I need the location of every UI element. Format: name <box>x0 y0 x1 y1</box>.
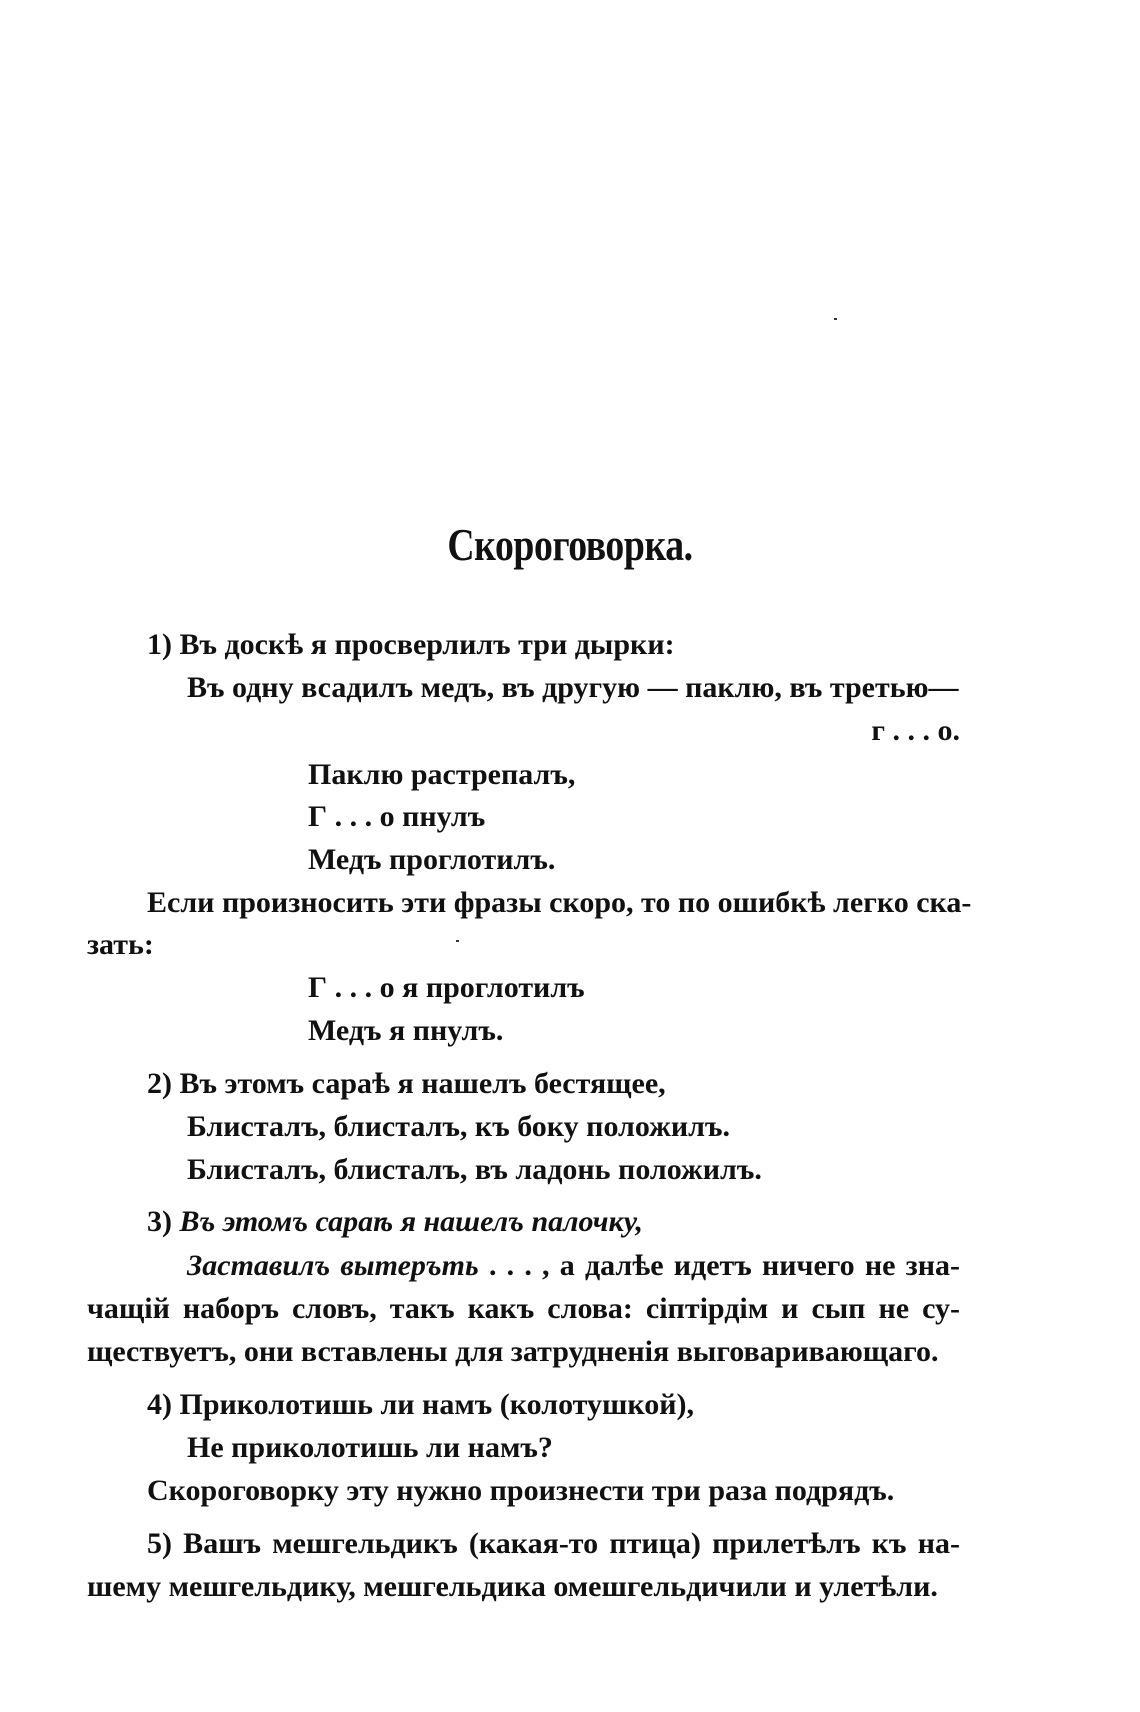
item-1-verse-1: Паклю растрепалъ, <box>308 758 576 791</box>
item-5-line-2: шему мешгельдику, мешгельдика омешгельдичили и улетѣли. <box>87 1570 938 1603</box>
item-1-paragraph-line-1: Если произносить эти фразы скоро, то по ошибкѣ легко ска- <box>147 886 972 919</box>
item-3-number: 3) <box>147 1205 172 1238</box>
item-1-verse-3: Медъ проглотилъ. <box>308 843 556 876</box>
item-2-line-1: 2) Въ этомъ сараѣ я нашелъ бестящее, <box>147 1067 666 1100</box>
item-3-line-1 <box>147 1207 643 1237</box>
item-1-verse-4: Г . . . о я проглотилъ <box>308 971 585 1004</box>
item-3-italic-2: Заставилъ вытеръть <box>187 1249 479 1282</box>
item-4-line-3: Скороговорку эту нужно произнести три раза подрядъ. <box>147 1474 895 1507</box>
item-3-line-2 <box>187 1251 960 1281</box>
item-1-line-1: 1) Въ доскѣ я просверлилъ три дырки: <box>147 628 675 661</box>
item-1-verse-5: Медъ я пнулъ. <box>308 1014 504 1047</box>
item-4-line-1: 4) Приколотишь ли намъ (колотушкой), <box>147 1388 695 1421</box>
item-3-line-3: чащій наборъ словъ, такъ какъ слова: сiптiрдiм и сып не су- <box>87 1292 960 1325</box>
item-4-line-2: Не приколотишь ли намъ? <box>187 1431 553 1464</box>
item-3-italic-1: Въ этомъ сараѣ я нашелъ палочку, <box>179 1205 644 1238</box>
item-3-line-4: ществуетъ, они вставлены для затрудненія выговаривающаго. <box>87 1335 939 1368</box>
item-1-line-2: Въ одну всадилъ медъ, въ другую — паклю, въ третью— <box>187 671 959 704</box>
item-1-paragraph-line-2: зать: <box>87 928 154 961</box>
item-3-rest: . . . , а далѣе идетъ ничего не зна- <box>478 1249 960 1282</box>
item-2-line-3: Блисталъ, блисталъ, въ ладонь положилъ. <box>187 1153 762 1186</box>
item-2-line-2: Блисталъ, блисталъ, къ боку положилъ. <box>187 1110 731 1143</box>
scan-speck <box>456 940 459 942</box>
item-5-line-1: 5) Вашъ мешгельдикъ (какая-то птица) прилетѣлъ къ на- <box>147 1527 960 1560</box>
item-1-line-3: г . . . о. <box>871 714 960 747</box>
page-title: Скороговорка. <box>447 519 693 570</box>
item-1-verse-2: Г . . . о пнулъ <box>308 800 486 833</box>
scan-speck <box>834 318 837 320</box>
